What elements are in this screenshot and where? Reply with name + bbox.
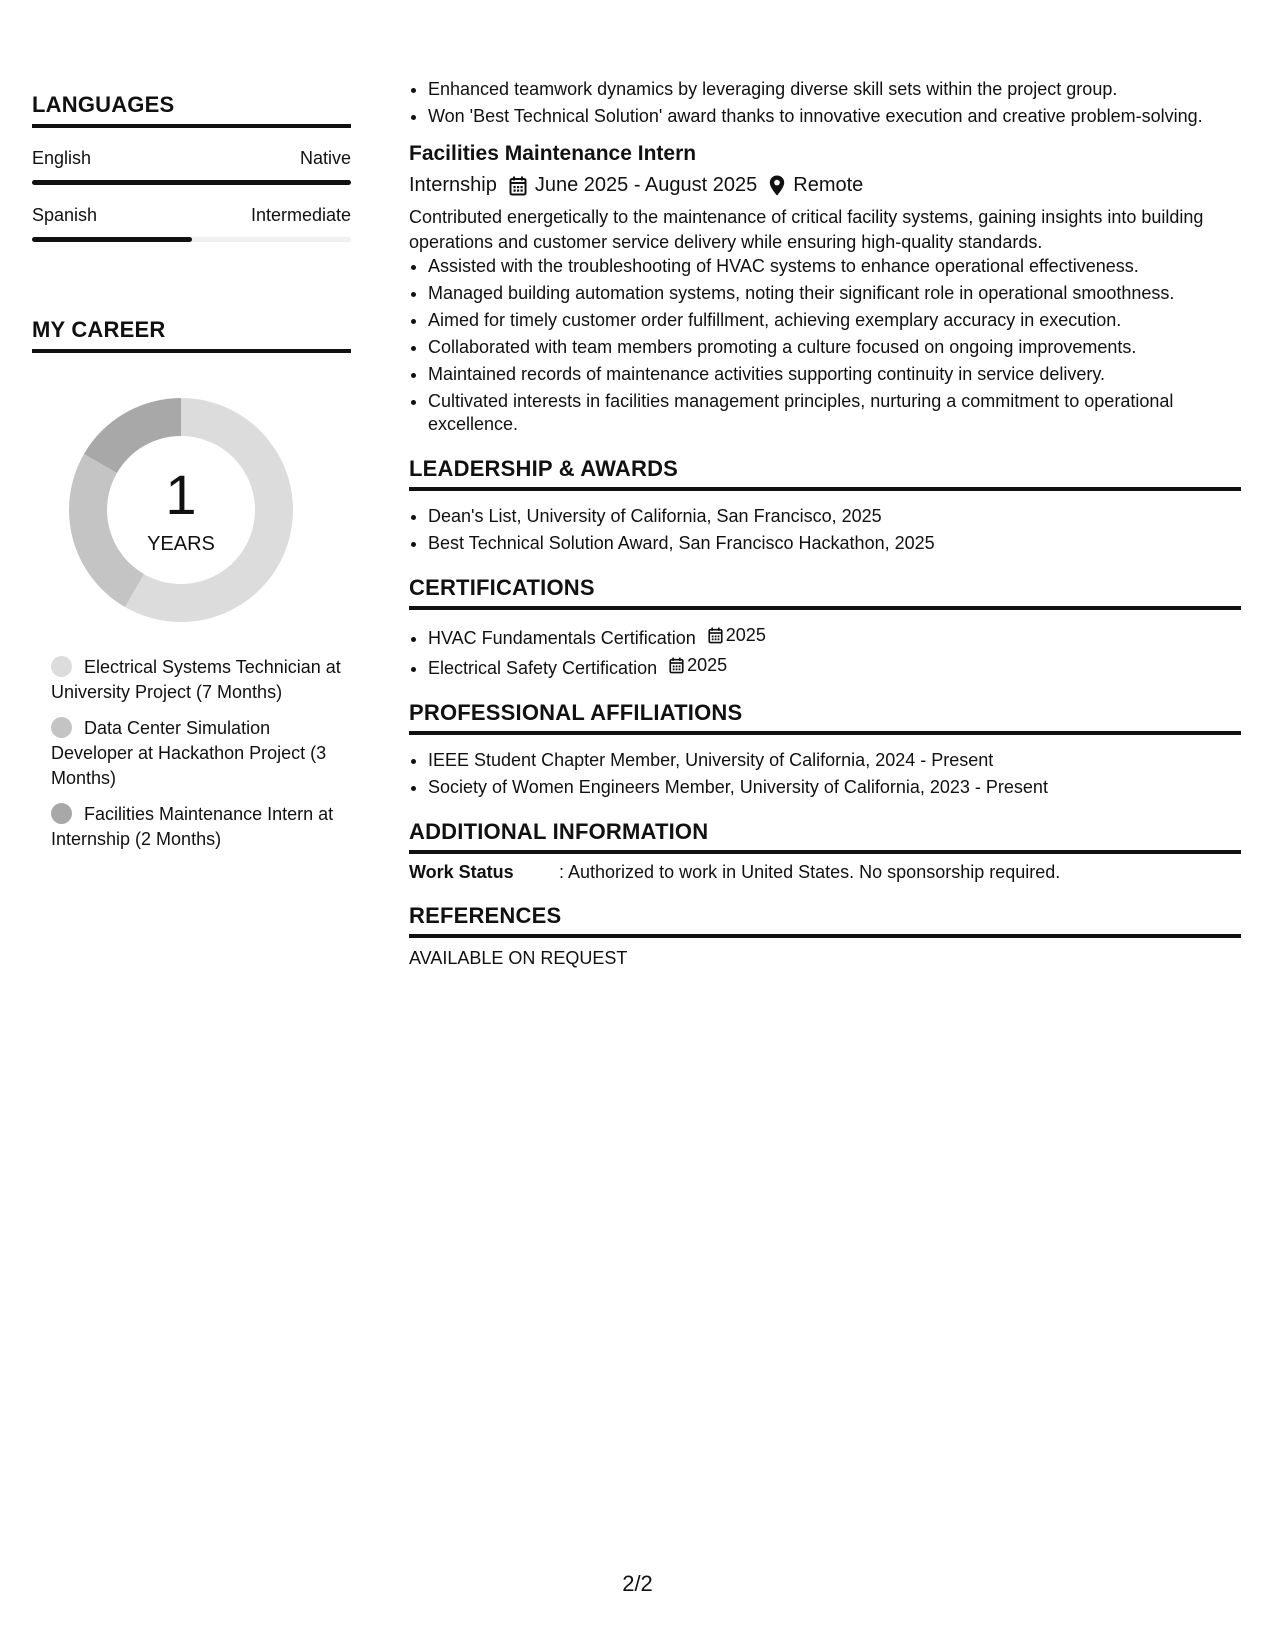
page-number: 2/2 <box>622 1571 653 1596</box>
language-proficiency-bar <box>32 180 351 185</box>
list-item: • Assisted with the troubleshooting of HVAC systems to enhance operational effectiveness. <box>428 255 1241 278</box>
language-level: Native <box>299 148 351 168</box>
language-proficiency-bar <box>32 237 351 242</box>
certifications-heading: CERTIFICATIONS <box>409 575 1241 610</box>
language-item <box>32 148 351 185</box>
job-bullets <box>409 255 1241 436</box>
career-donut-chart <box>66 395 296 625</box>
career-total-unit: YEARS <box>147 533 215 555</box>
additional-info-section <box>409 819 1241 883</box>
job-dates: June 2025 - August 2025 <box>534 174 758 196</box>
career-legend-label: Data Center Simulation Developer at Hackathon Project (3 Months) <box>51 718 327 788</box>
legend-dot-icon <box>51 656 72 677</box>
previous-job-bullets <box>409 78 1241 128</box>
career-donut-slice <box>84 398 181 473</box>
list-item: • Enhanced teamwork dynamics by leveraging diverse skill sets within the project group. <box>428 78 1241 101</box>
affiliations-section <box>409 700 1241 799</box>
career-legend-item <box>51 802 341 852</box>
work-status-label: Work Status <box>409 862 514 882</box>
references-heading: REFERENCES <box>409 903 1241 938</box>
list-item: • Won 'Best Technical Solution' award thanks to innovative execution and creative problem-solving. <box>428 105 1241 128</box>
career-legend-label: Facilities Maintenance Intern at Internship (2 Months) <box>51 804 334 849</box>
additional-info-heading: ADDITIONAL INFORMATION <box>409 819 1241 854</box>
language-name: English <box>32 148 92 168</box>
job-company: Internship <box>409 174 497 196</box>
list-item: • Cultivated interests in facilities management principles, nurturing a commitment to operational excellence. <box>428 390 1241 436</box>
career-legend <box>32 655 351 852</box>
list-item: • Dean's List, University of California, San Francisco, 2025 <box>428 505 1241 528</box>
affiliations-heading: PROFESSIONAL AFFILIATIONS <box>409 700 1241 735</box>
right-column <box>409 78 1241 969</box>
list-item: • Managed building automation systems, noting their significant role in operational smoothness. <box>428 282 1241 305</box>
legend-dot-icon <box>51 803 72 824</box>
references-section <box>409 903 1241 969</box>
list-item: • Society of Women Engineers Member, University of California, 2023 - Present <box>428 776 1241 799</box>
job-title: Facilities Maintenance Intern <box>409 142 697 165</box>
list-item: • IEEE Student Chapter Member, University of California, 2024 - Present <box>428 749 1241 772</box>
calendar-icon <box>669 657 684 674</box>
job-description: Contributed energetically to the maintenance of critical facility systems, gaining insights into building operations and customer service delivery while ensuring high-quality standards. <box>409 207 1204 252</box>
language-proficiency-fill <box>32 180 351 185</box>
language-item <box>32 205 351 242</box>
job-meta <box>409 174 1241 197</box>
language-name: Spanish <box>32 205 98 225</box>
certification-year: 2025 <box>687 655 728 675</box>
career-total-number: 1 <box>165 463 197 526</box>
calendar-icon <box>509 176 527 196</box>
list-item: • Aimed for timely customer order fulfillment, achieving exemplary accuracy in execution. <box>428 309 1241 332</box>
list-item <box>428 654 1241 680</box>
certification-name: Electrical Safety Certification <box>428 658 658 678</box>
left-column <box>32 92 351 863</box>
certification-year: 2025 <box>725 625 766 645</box>
career-legend-label: Electrical Systems Technician at University Project (7 Months) <box>51 657 341 702</box>
certification-name: HVAC Fundamentals Certification <box>428 628 696 648</box>
calendar-icon <box>708 627 723 644</box>
list-item <box>428 624 1241 650</box>
list-item: • Best Technical Solution Award, San Francisco Hackathon, 2025 <box>428 532 1241 555</box>
career-legend-item <box>51 655 341 705</box>
language-proficiency-fill <box>32 237 192 242</box>
job-location: Remote <box>793 174 864 196</box>
leadership-heading: LEADERSHIP & AWARDS <box>409 456 1241 491</box>
references-text: AVAILABLE ON REQUEST <box>409 948 628 968</box>
list-item: • Collaborated with team members promoting a culture focused on ongoing improvements. <box>428 336 1241 359</box>
location-pin-icon <box>769 175 785 196</box>
leadership-section <box>409 456 1241 555</box>
language-level: Intermediate <box>250 205 351 225</box>
certifications-section <box>409 575 1241 680</box>
list-item: • Maintained records of maintenance activities supporting continuity in service delivery. <box>428 363 1241 386</box>
work-status-row <box>409 862 1241 883</box>
career-heading: MY CAREER <box>32 317 351 353</box>
languages-heading: LANGUAGES <box>32 92 351 128</box>
legend-dot-icon <box>51 717 72 738</box>
career-legend-item <box>51 716 341 791</box>
work-status-value: : Authorized to work in United States. No sponsorship required. <box>559 862 1061 882</box>
